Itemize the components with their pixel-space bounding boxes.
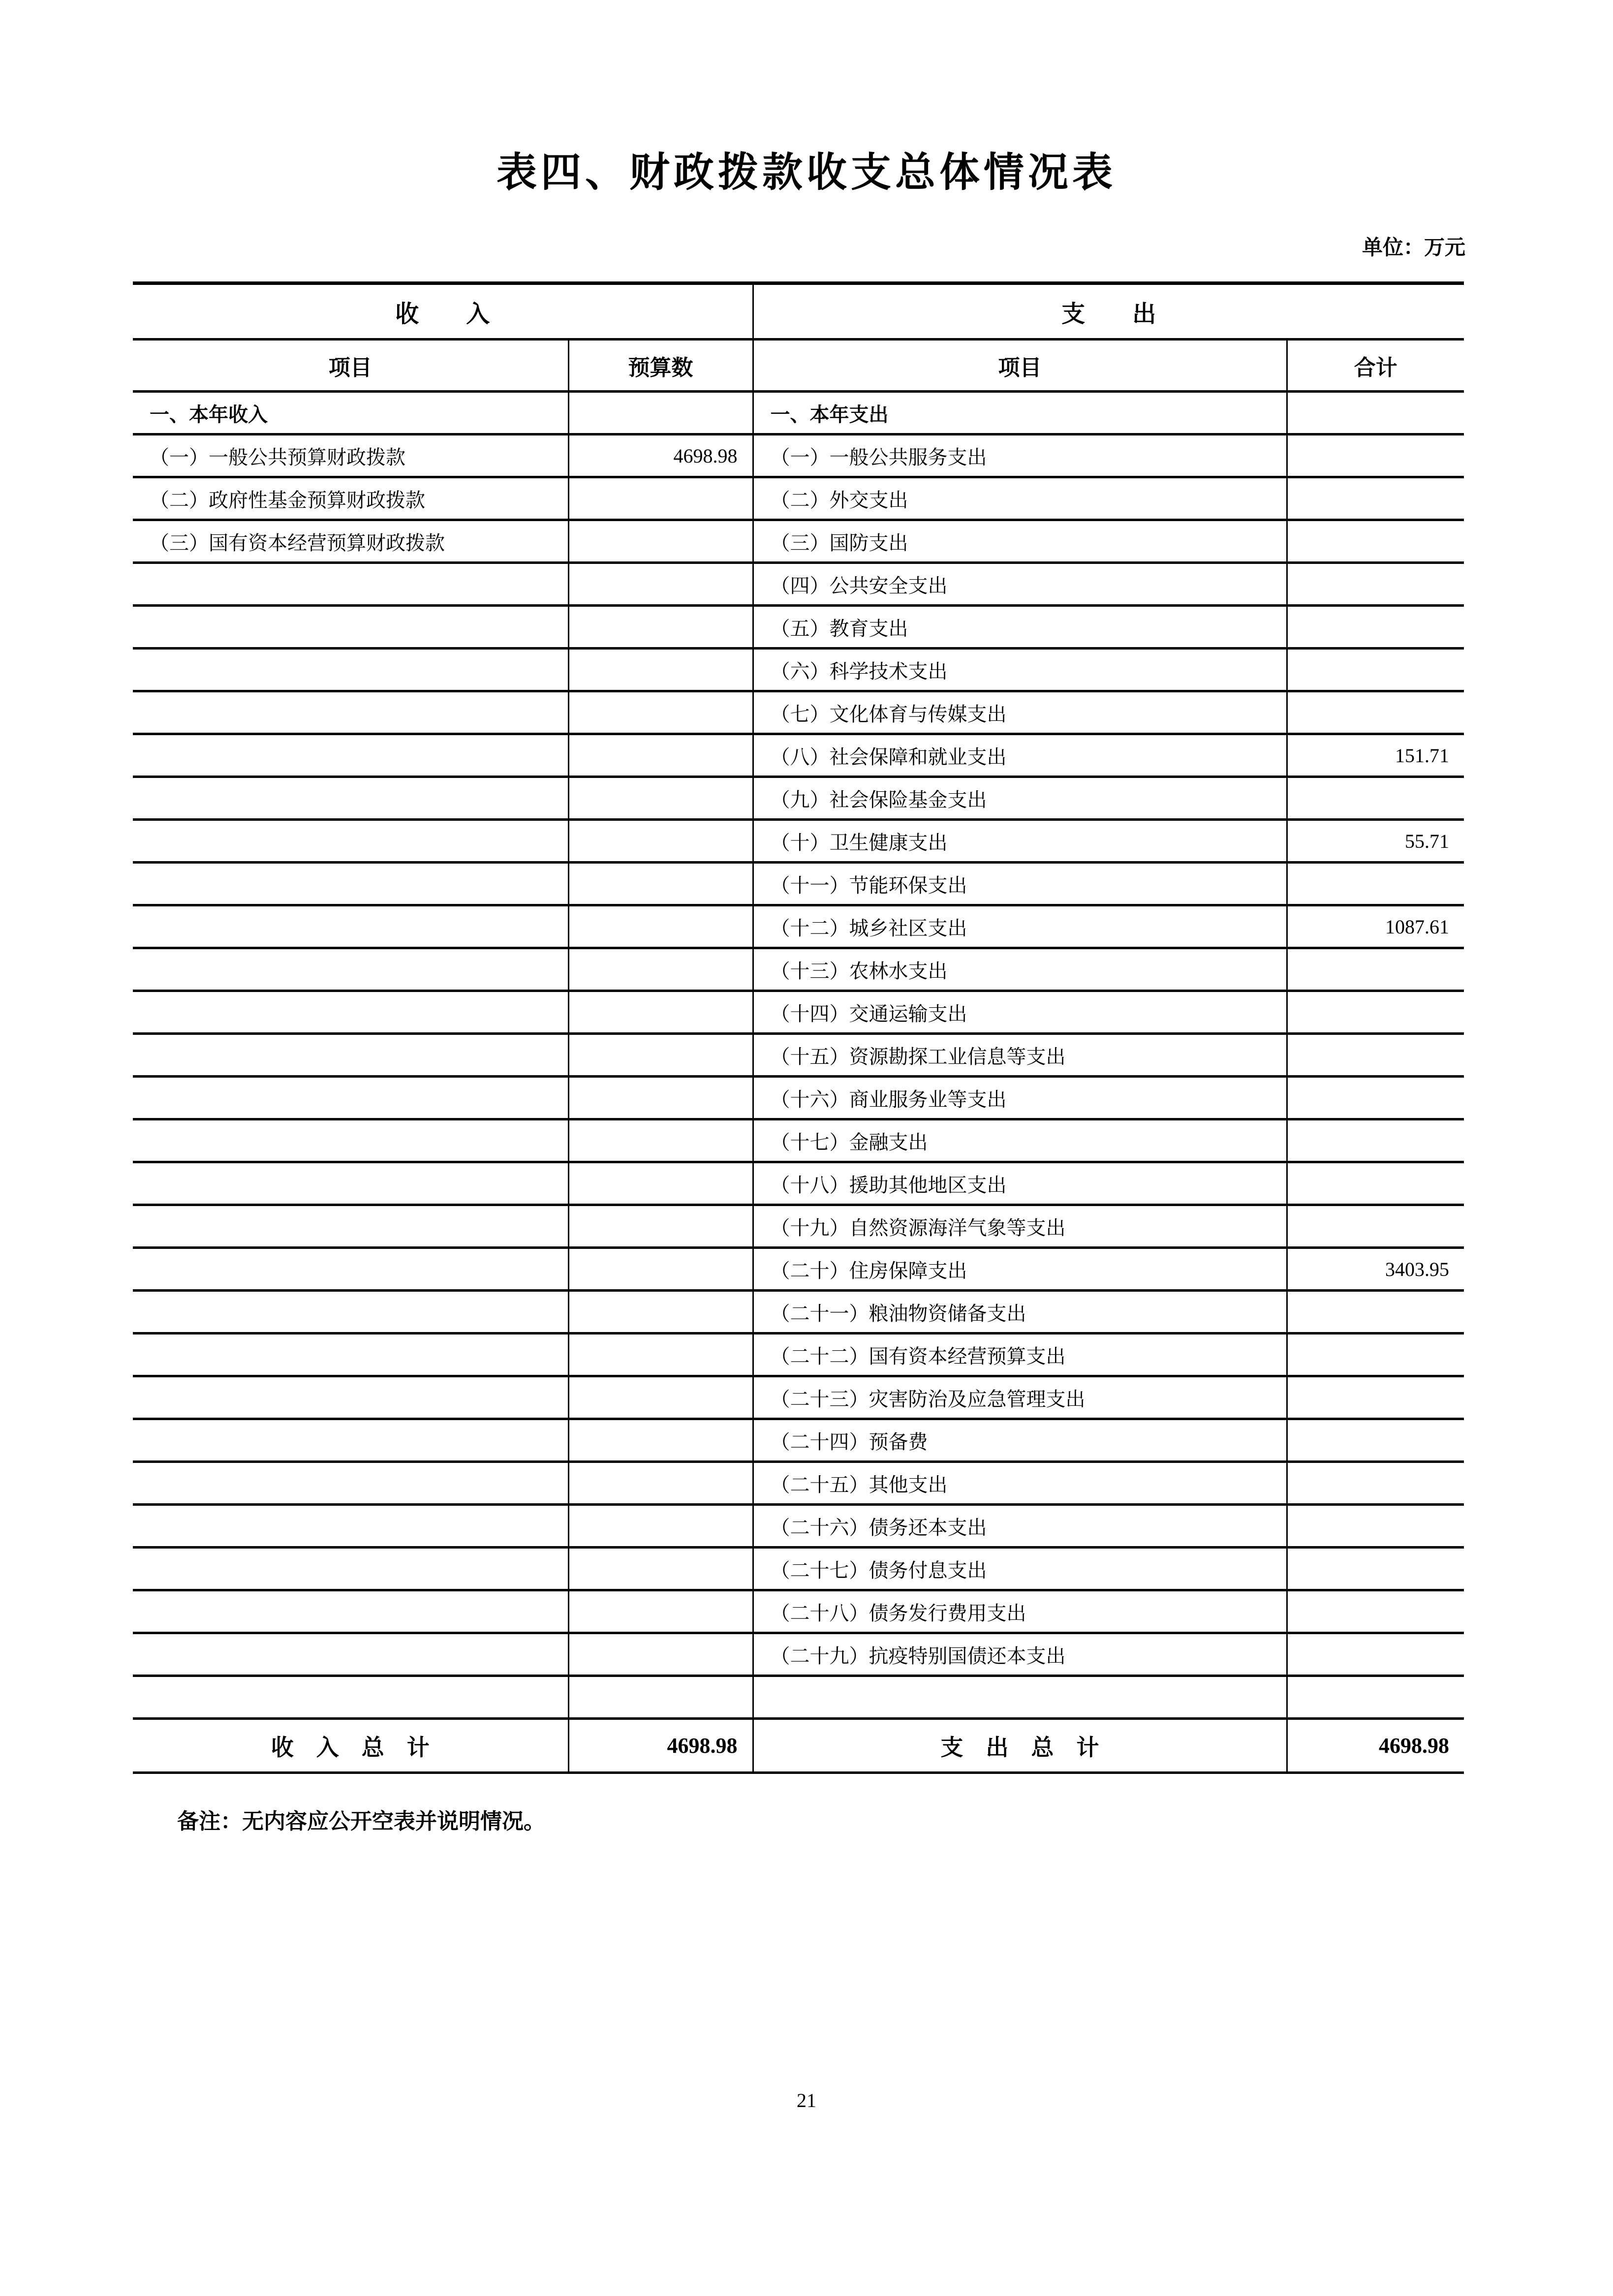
table-row [133,905,1464,948]
income-budget-header: 预算数 [568,340,753,392]
expense-value-cell [1287,1119,1464,1162]
expense-item-cell: （十二）城乡社区支出 [753,905,1287,948]
expense-value-cell [1287,1676,1464,1719]
income-value-cell [568,691,753,734]
expense-item-cell: （二十五）其他支出 [753,1462,1287,1505]
income-value-cell [568,1548,753,1590]
expense-value-cell [1287,1334,1464,1376]
expense-item-cell: （二）外交支出 [753,477,1287,520]
table-row [133,777,1464,820]
income-item-cell [133,905,568,948]
expense-item-cell: （六）科学技术支出 [753,649,1287,691]
income-total-value: 4698.98 [568,1719,753,1773]
income-value-cell [568,1505,753,1548]
income-value-cell [568,1034,753,1077]
expense-item-cell: （十七）金融支出 [753,1119,1287,1162]
expense-item-cell: （十五）资源勘探工业信息等支出 [753,1034,1287,1077]
table-row [133,1633,1464,1676]
table-row [133,649,1464,691]
income-item-cell [133,777,568,820]
expense-item-cell: （二十二）国有资本经营预算支出 [753,1334,1287,1376]
income-value-cell [568,392,753,434]
expense-value-cell [1287,1205,1464,1248]
expense-item-cell: （二十九）抗疫特别国债还本支出 [753,1633,1287,1676]
expense-item-header: 项目 [753,340,1287,392]
table-row [133,1291,1464,1334]
income-value-cell [568,477,753,520]
expense-value-cell [1287,948,1464,991]
income-item-cell [133,649,568,691]
income-item-cell: 一、本年收入 [133,392,568,434]
expense-value-cell [1287,392,1464,434]
expense-item-cell: （十一）节能环保支出 [753,863,1287,905]
income-item-cell [133,1548,568,1590]
table-row [133,1034,1464,1077]
expense-item-cell: （十）卫生健康支出 [753,820,1287,863]
expense-value-cell [1287,477,1464,520]
expense-item-cell: （二十四）预备费 [753,1419,1287,1462]
income-item-cell [133,820,568,863]
income-item-cell [133,1334,568,1376]
expense-item-cell: （十四）交通运输支出 [753,991,1287,1034]
column-header-row [133,340,1464,392]
income-item-cell [133,563,568,606]
expense-value-cell [1287,1034,1464,1077]
table-footer [133,1719,1464,1773]
income-item-cell [133,1505,568,1548]
expense-value-cell [1287,1291,1464,1334]
table-row [133,1248,1464,1291]
expense-value-cell [1287,520,1464,563]
income-value-cell [568,1376,753,1419]
expense-value-cell [1287,1505,1464,1548]
expense-value-cell: 3403.95 [1287,1248,1464,1291]
table-row [133,948,1464,991]
table-row [133,820,1464,863]
expense-value-cell [1287,1548,1464,1590]
income-value-cell [568,905,753,948]
income-item-cell [133,734,568,777]
income-value-cell [568,734,753,777]
table-row [133,1505,1464,1548]
income-value-cell [568,1676,753,1719]
income-item-cell [133,1419,568,1462]
expense-value-cell: 151.71 [1287,734,1464,777]
table-row [133,1334,1464,1376]
expense-value-cell [1287,1462,1464,1505]
income-item-cell [133,948,568,991]
expense-item-cell: （二十）住房保障支出 [753,1248,1287,1291]
expense-value-cell [1287,777,1464,820]
income-item-cell [133,1376,568,1419]
income-value-cell [568,863,753,905]
income-item-cell [133,1077,568,1119]
income-value-cell [568,1291,753,1334]
income-value-cell [568,1334,753,1376]
income-value-cell [568,777,753,820]
expense-item-cell: （二十六）债务还本支出 [753,1505,1287,1548]
expense-total-header: 合计 [1287,340,1464,392]
table-row [133,606,1464,649]
unit-label: 单位：万元 [1362,237,1465,259]
expense-total-value: 4698.98 [1287,1719,1464,1773]
expense-item-cell: （一）一般公共服务支出 [753,434,1287,477]
expense-value-cell [1287,606,1464,649]
expense-value-cell [1287,1376,1464,1419]
expense-value-cell [1287,1077,1464,1119]
expense-item-cell: （五）教育支出 [753,606,1287,649]
table-row [133,991,1464,1034]
table-row [133,1162,1464,1205]
expense-item-cell: （三）国防支出 [753,520,1287,563]
expense-value-cell [1287,1590,1464,1633]
expense-value-cell [1287,563,1464,606]
expense-item-cell: （二十三）灾害防治及应急管理支出 [753,1376,1287,1419]
expense-value-cell [1287,1419,1464,1462]
expense-item-cell: （十三）农林水支出 [753,948,1287,991]
expense-item-cell: （十八）援助其他地区支出 [753,1162,1287,1205]
group-header-row [133,283,1464,340]
expense-total-label: 支 出 总 计 [753,1719,1287,1773]
table-row [133,563,1464,606]
table-row [133,477,1464,520]
expense-value-cell [1287,691,1464,734]
income-item-header: 项目 [133,340,568,392]
table-row [133,863,1464,905]
income-item-cell [133,1633,568,1676]
expense-group-header: 支 出 [753,283,1464,340]
expense-value-cell [1287,1162,1464,1205]
income-value-cell [568,1248,753,1291]
income-value-cell [568,1162,753,1205]
income-value-cell [568,563,753,606]
expense-value-cell [1287,434,1464,477]
income-value-cell [568,991,753,1034]
income-item-cell: （一）一般公共预算财政拨款 [133,434,568,477]
expense-item-cell: （二十八）债务发行费用支出 [753,1590,1287,1633]
expense-item-cell: （二十七）债务付息支出 [753,1548,1287,1590]
table-row [133,1590,1464,1633]
income-total-label: 收 入 总 计 [133,1719,568,1773]
expense-value-cell: 55.71 [1287,820,1464,863]
income-item-cell: （二）政府性基金预算财政拨款 [133,477,568,520]
table-row [133,1462,1464,1505]
income-item-cell [133,1248,568,1291]
expense-item-cell: （四）公共安全支出 [753,563,1287,606]
table-row [133,1676,1464,1719]
income-item-cell [133,606,568,649]
table-row [133,691,1464,734]
expense-value-cell [1287,863,1464,905]
income-value-cell [568,606,753,649]
income-item-cell [133,1676,568,1719]
expense-item-cell: （九）社会保险基金支出 [753,777,1287,820]
income-item-cell [133,991,568,1034]
expense-item-cell: （二十一）粮油物资储备支出 [753,1291,1287,1334]
income-value-cell [568,1419,753,1462]
income-item-cell [133,863,568,905]
table-header [133,283,1464,392]
income-value-cell [568,1119,753,1162]
table-row [133,1077,1464,1119]
expense-item-cell: （八）社会保障和就业支出 [753,734,1287,777]
page-number: 21 [797,2089,816,2111]
table-row [133,434,1464,477]
income-value-cell: 4698.98 [568,434,753,477]
income-item-cell: （三）国有资本经营预算财政拨款 [133,520,568,563]
expense-value-cell: 1087.61 [1287,905,1464,948]
income-item-cell [133,1034,568,1077]
income-value-cell [568,520,753,563]
income-value-cell [568,1077,753,1119]
page-title: 表四、财政拨款收支总体情况表 [496,150,1117,195]
income-group-header: 收 入 [133,283,753,340]
note: 备注：无内容应公开空表并说明情况。 [177,1809,545,1833]
table-row [133,520,1464,563]
income-item-cell [133,1162,568,1205]
expense-item-cell: （十六）商业服务业等支出 [753,1077,1287,1119]
expense-item-cell: 一、本年支出 [753,392,1287,434]
table-row [133,392,1464,434]
expense-value-cell [1287,649,1464,691]
income-value-cell [568,649,753,691]
expense-value-cell [1287,991,1464,1034]
expense-value-cell [1287,1633,1464,1676]
table-row [133,734,1464,777]
income-item-cell [133,1590,568,1633]
income-value-cell [568,1590,753,1633]
table-row [133,1376,1464,1419]
budget-table [133,281,1464,1774]
income-value-cell [568,1205,753,1248]
table-row [133,1548,1464,1590]
table-row [133,1419,1464,1462]
table-row [133,1119,1464,1162]
income-item-cell [133,1119,568,1162]
table-row [133,1205,1464,1248]
income-value-cell [568,948,753,991]
income-item-cell [133,691,568,734]
totals-row [133,1719,1464,1773]
budget-table-body [133,392,1464,1719]
income-value-cell [568,820,753,863]
income-item-cell [133,1205,568,1248]
income-item-cell [133,1291,568,1334]
expense-item-cell [753,1676,1287,1719]
income-value-cell [568,1633,753,1676]
expense-item-cell: （十九）自然资源海洋气象等支出 [753,1205,1287,1248]
expense-item-cell: （七）文化体育与传媒支出 [753,691,1287,734]
income-value-cell [568,1462,753,1505]
income-item-cell [133,1462,568,1505]
